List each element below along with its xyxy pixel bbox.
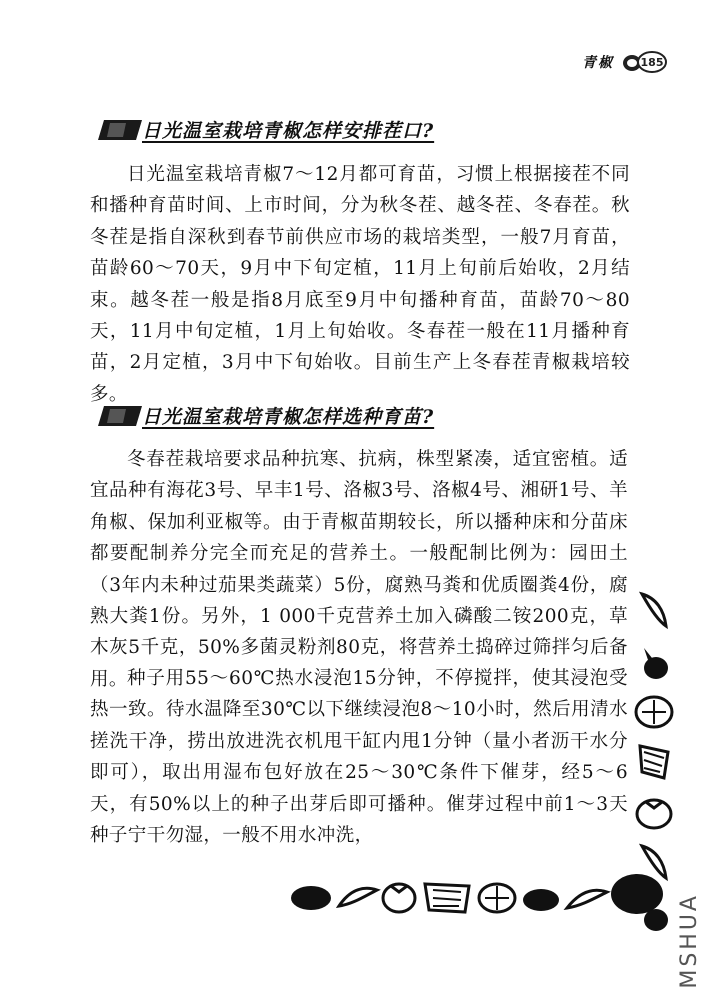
section-heading-2 [96, 402, 434, 429]
section-1-paragraph-1: 日光温室栽培青椒7～12月都可育苗，习惯上根据接茬不同和播种育苗时间、上市时间，分为秋冬茬、越冬茬、冬春茬。秋冬茬是指自深秋到春节前供应市场的栽培类型，一般7月育苗，苗龄60～70天，9月中下旬定植，11月上旬前后始收，2月结束。越冬茬一般是指8月底至9月中旬播种育苗，苗龄70～80天，11月中旬定植，1月上旬始收。冬春茬一般在11月播种育苗，2月定植，3月中下旬始收。目前生产上冬春茬青椒栽培较多。 [90, 164, 630, 405]
tomato-icon [383, 884, 415, 912]
section-heading-1 [96, 116, 434, 143]
cucumber-icon [339, 888, 377, 906]
cucumber-icon [634, 590, 674, 630]
category-label: 青椒 [582, 55, 614, 71]
heading-marker-icon [96, 404, 142, 428]
watermark-text: MSHUA [677, 893, 702, 989]
pepper-icon [634, 694, 674, 730]
eggplant-icon [523, 889, 559, 911]
eggplant-icon [634, 642, 674, 682]
section-title: 日光温室栽培青椒怎样安排茬口? [142, 120, 435, 142]
page-number: 185 [640, 56, 664, 69]
section-2-paragraph-1: 冬春茬栽培要求品种抗寒、抗病，株型紧凑，适宜密植。适宜品种有海花3号、早丰1号、洛椒3号、洛椒4号、湘研1号、羊角椒、保加利亚椒等。由于青椒苗期较长，所以播种床和分苗床都要配制养分完全而充足的营养土。一般配制比例为：园田土（3年内未种过茄果类蔬菜）5份，腐熟马粪和优质圈粪4份，腐熟大粪1份。另外，1 000千克营养土加入磷酸二铵200克，草木灰5千克，50%多菌灵粉剂80克，将营养土捣碎过筛拌匀后备用。 [90, 449, 628, 690]
bottom-decoration [285, 868, 665, 924]
section-2-paragraph-2: 种子用55～60℃热水浸泡15分钟，不停搅拌，使其浸泡受热一致。待水温降至30℃以下继续浸泡8～10小时，然后用清水搓洗干净，捞出放进洗衣机甩干缸内甩1分钟（量小者沥干水分即可），取出用湿布包好放在25～30℃条件下催芽，经5～6天，有50%以上的种子出芽后即可播种。催芽过程中前1～3天种子宁干勿湿，一般不用水冲洗， [90, 668, 628, 847]
heading-marker-icon [96, 118, 142, 142]
vegetable-cluster-icon [622, 50, 668, 74]
bean-icon [634, 742, 674, 782]
pepper-icon [479, 884, 515, 912]
tomato-icon [634, 794, 674, 830]
page-header [582, 50, 668, 74]
leaf-icon [611, 874, 663, 914]
eggplant-icon [291, 886, 331, 910]
cucumber-icon [567, 890, 607, 908]
section-title: 日光温室栽培青椒怎样选种育苗? [142, 406, 435, 428]
bean-icon [425, 884, 469, 912]
